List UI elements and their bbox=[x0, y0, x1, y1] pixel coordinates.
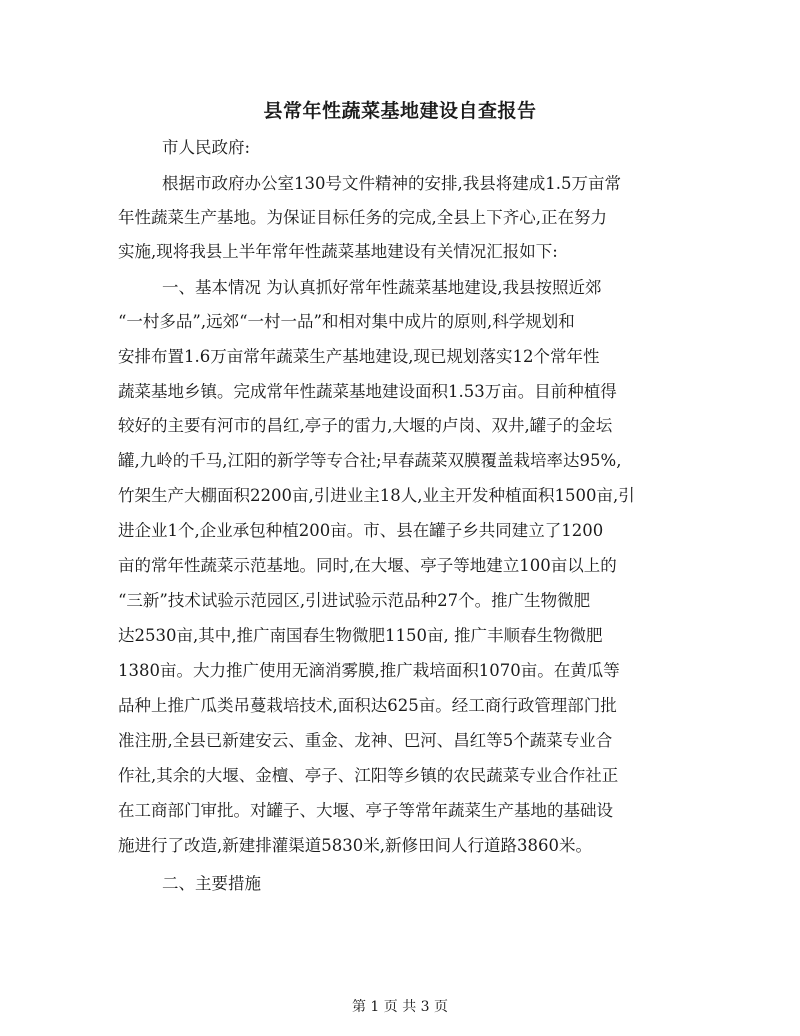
body-line: 准注册,全县已新建安云、重金、龙神、巴河、昌红等5个蔬菜专业合 bbox=[118, 731, 613, 750]
body-line: 1380亩。大力推广使用无滴消雾膜,推广栽培面积1070亩。在黄瓜等 bbox=[118, 661, 620, 680]
body-line: 作社,其余的大堰、金檀、亭子、江阳等乡镇的农民蔬菜专业合作社正 bbox=[118, 766, 619, 785]
body-line: 安排布置1.6万亩常年蔬菜生产基地建设,现已规划落实12个常年性 bbox=[118, 347, 600, 366]
salutation: 市人民政府: bbox=[162, 138, 251, 157]
body-line: 在工商部门审批。对罐子、大堰、亭子等常年蔬菜生产基地的基础设 bbox=[118, 801, 613, 820]
body-line: 根据市政府办公室130号文件精神的安排,我县将建成1.5万亩常 bbox=[162, 174, 621, 193]
section-heading-basic: 一、基本情况 为认真抓好常年性蔬菜基地建设,我县按照近郊 bbox=[162, 278, 602, 297]
body-line: 施进行了改造,新建排灌渠道5830米,新修田间人行道路3860米。 bbox=[118, 836, 592, 855]
body-line: 达2530亩,其中,推广南国春生物微肥1150亩, 推广丰顺春生物微肥 bbox=[118, 626, 603, 645]
body-line: 品种上推广瓜类吊蔓栽培技术,面积达625亩。经工商行政管理部门批 bbox=[118, 696, 617, 715]
body-line: 竹架生产大棚面积2200亩,引进业主18人,业主开发种植面积1500亩,引 bbox=[118, 486, 635, 505]
body-line: “一村多品”,远郊“一村一品”和相对集中成片的原则,科学规划和 bbox=[118, 312, 575, 331]
body-line: 亩的常年性蔬菜示范基地。同时,在大堰、亭子等地建立100亩以上的 bbox=[118, 556, 617, 575]
body-line: 进企业1个,企业承包种植200亩。市、县在罐子乡共同建立了1200 bbox=[118, 521, 604, 540]
body-line: “三新”技术试验示范园区,引进试验示范品种27个。推广生物微肥 bbox=[118, 591, 591, 610]
body-line: 实施,现将我县上半年常年性蔬菜基地建设有关情况汇报如下: bbox=[118, 242, 558, 261]
page-number-footer: 第 1 页 共 3 页 bbox=[351, 999, 449, 1015]
body-line: 蔬菜基地乡镇。完成常年性蔬菜基地建设面积1.53万亩。目前种植得 bbox=[118, 382, 617, 401]
body-line: 罐,九岭的千马,江阳的新学等专合社;早春蔬菜双膜覆盖栽培率达95%, bbox=[118, 451, 622, 470]
section-heading-measures: 二、主要措施 bbox=[162, 874, 261, 893]
body-line: 年性蔬菜生产基地。为保证目标任务的完成,全县上下齐心,正在努力 bbox=[118, 208, 607, 227]
body-line: 较好的主要有河市的昌红,亭子的雷力,大堰的卢岗、双井,罐子的金坛 bbox=[118, 416, 613, 435]
document-title: 县常年性蔬菜基地建设自查报告 bbox=[263, 100, 537, 122]
